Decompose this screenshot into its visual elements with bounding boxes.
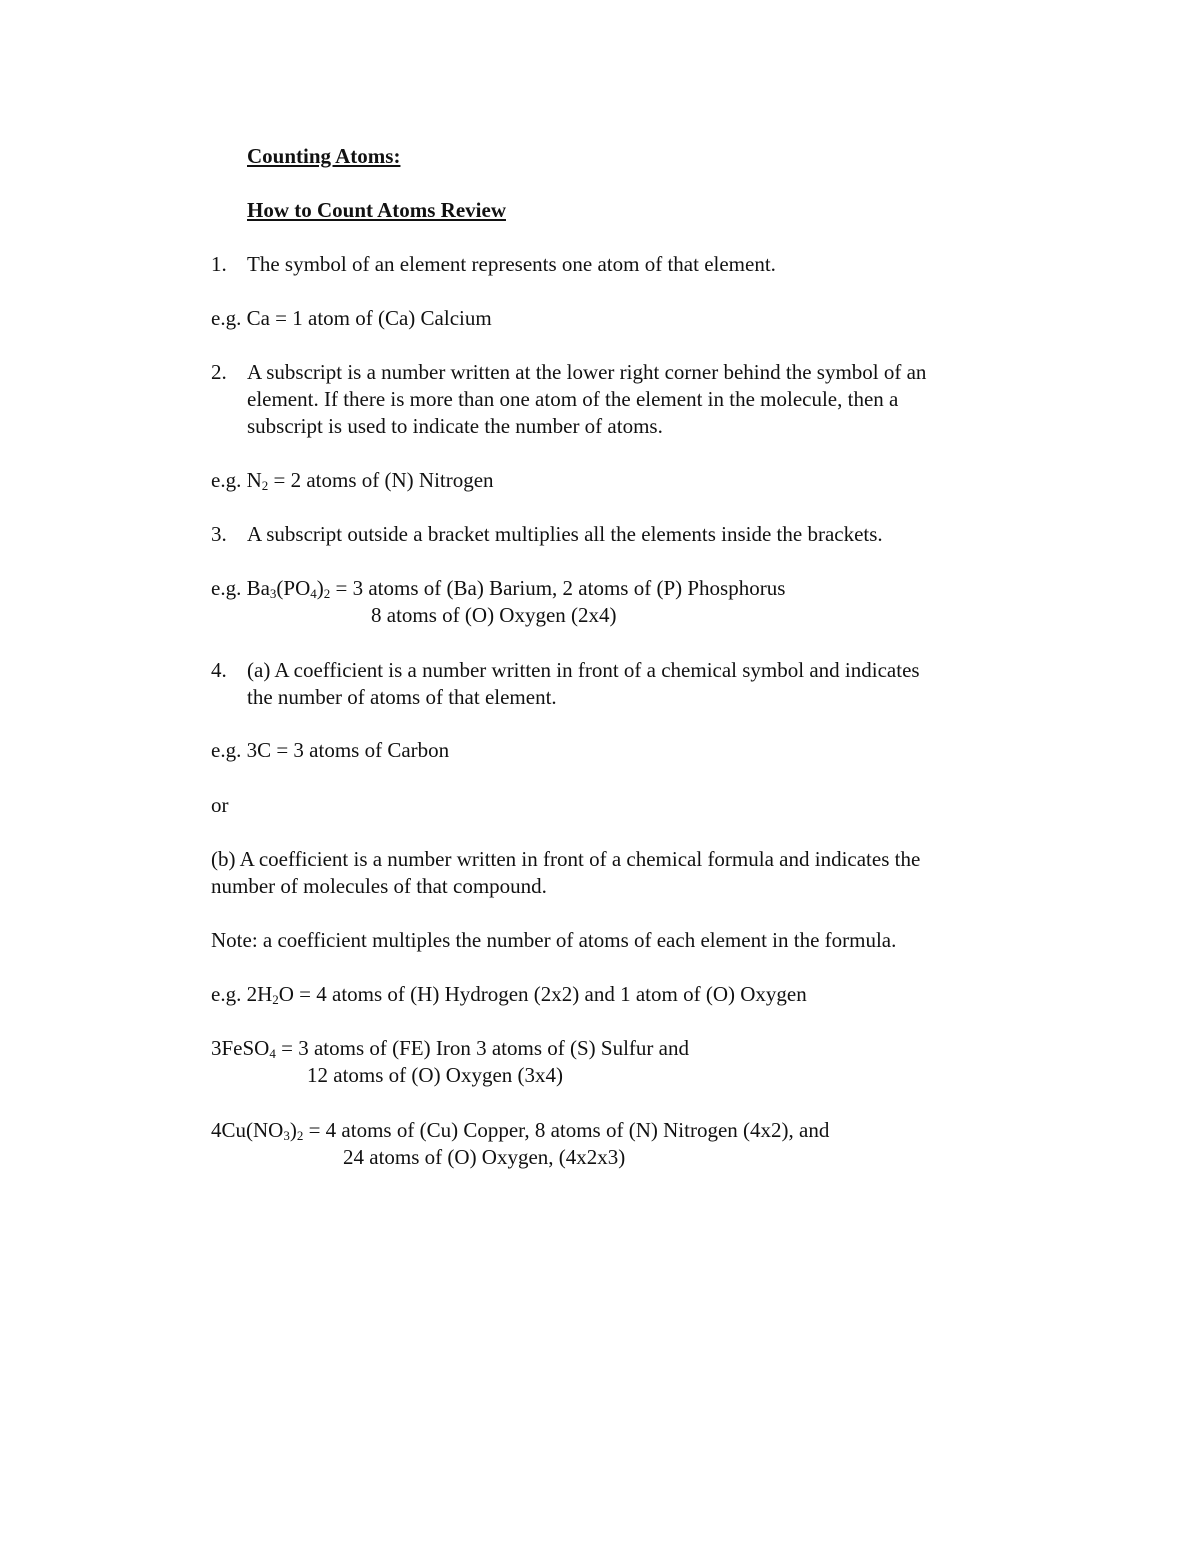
example-text: = 3 atoms of (FE) Iron 3 atoms of (S) Sulfur and	[275, 1036, 689, 1060]
rule-1-text: The symbol of an element represents one atom of that element.	[247, 252, 776, 276]
formula-subscript: 2	[261, 478, 269, 493]
example-copper-nitrate	[211, 1117, 829, 1144]
rule-1-number: 1.	[211, 252, 227, 276]
rule-4a-example: e.g. 3C = 3 atoms of Carbon	[211, 738, 450, 762]
formula-subscript: 2	[272, 992, 279, 1007]
formula-text: (PO	[276, 576, 311, 600]
formula-subscript: 4	[310, 586, 317, 601]
page-title: Counting Atoms:	[247, 144, 401, 168]
rule-3-number: 3.	[211, 522, 227, 546]
rule-3-example-line-2: 8 atoms of (O) Oxygen (2x4)	[371, 603, 617, 627]
section-heading: How to Count Atoms Review	[247, 198, 506, 222]
example-iron-sulfate	[211, 1035, 689, 1062]
rule-2-line-3: subscript is used to indicate the number of atoms.	[247, 414, 663, 438]
rule-1-example: e.g. Ca = 1 atom of (Ca) Calcium	[211, 306, 492, 330]
formula-text: e.g. N	[211, 468, 262, 492]
formula-text: 3FeSO	[211, 1036, 270, 1060]
rule-4b-line-2: number of molecules of that compound.	[211, 874, 547, 898]
example-iron-sulfate-line-2: 12 atoms of (O) Oxygen (3x4)	[307, 1063, 564, 1087]
rule-2-number: 2.	[211, 360, 227, 384]
formula-subscript: 3	[269, 586, 277, 601]
example-text: = 3 atoms of (Ba) Barium, 2 atoms of (P) Phosphorus	[330, 576, 786, 600]
rule-4a-line-2: the number of atoms of that element.	[247, 685, 557, 709]
rule-4-number: 4.	[211, 658, 227, 682]
example-text: = 2 atoms of (N) Nitrogen	[268, 468, 494, 492]
rule-4b-line-1: (b) A coefficient is a number written in front of a chemical formula and indicates the	[211, 847, 921, 871]
rule-3-text: A subscript outside a bracket multiplies all the elements inside the brackets.	[247, 522, 883, 546]
formula-text: e.g. 2H	[211, 982, 273, 1006]
formula-subscript: 2	[323, 586, 331, 601]
example-water	[211, 981, 807, 1008]
formula-text: )	[316, 576, 324, 600]
rule-3-example	[211, 575, 785, 602]
formula-subscript: 2	[296, 1128, 304, 1143]
formula-subscript: 4	[269, 1046, 276, 1061]
example-copper-nitrate-line-2: 24 atoms of (O) Oxygen, (4x2x3)	[343, 1145, 626, 1169]
example-text: O = 4 atoms of (H) Hydrogen (2x2) and 1 atom of (O) Oxygen	[278, 982, 807, 1006]
formula-text: 4Cu(NO	[211, 1118, 284, 1142]
rule-2-line-1: A subscript is a number written at the lower right corner behind the symbol of an	[247, 360, 927, 384]
rule-4a-line-1: (a) A coefficient is a number written in front of a chemical symbol and indicates	[247, 658, 920, 682]
note-text: Note: a coefficient multiples the number of atoms of each element in the formula.	[211, 928, 897, 952]
formula-subscript: 3	[283, 1128, 290, 1143]
example-text: = 4 atoms of (Cu) Copper, 8 atoms of (N) Nitrogen (4x2), and	[303, 1118, 830, 1142]
rule-2-example	[211, 467, 494, 494]
or-text: or	[211, 793, 229, 817]
formula-text: )	[289, 1118, 297, 1142]
formula-text: e.g. Ba	[211, 576, 270, 600]
rule-2-line-2: element. If there is more than one atom of the element in the molecule, then a	[247, 387, 899, 411]
